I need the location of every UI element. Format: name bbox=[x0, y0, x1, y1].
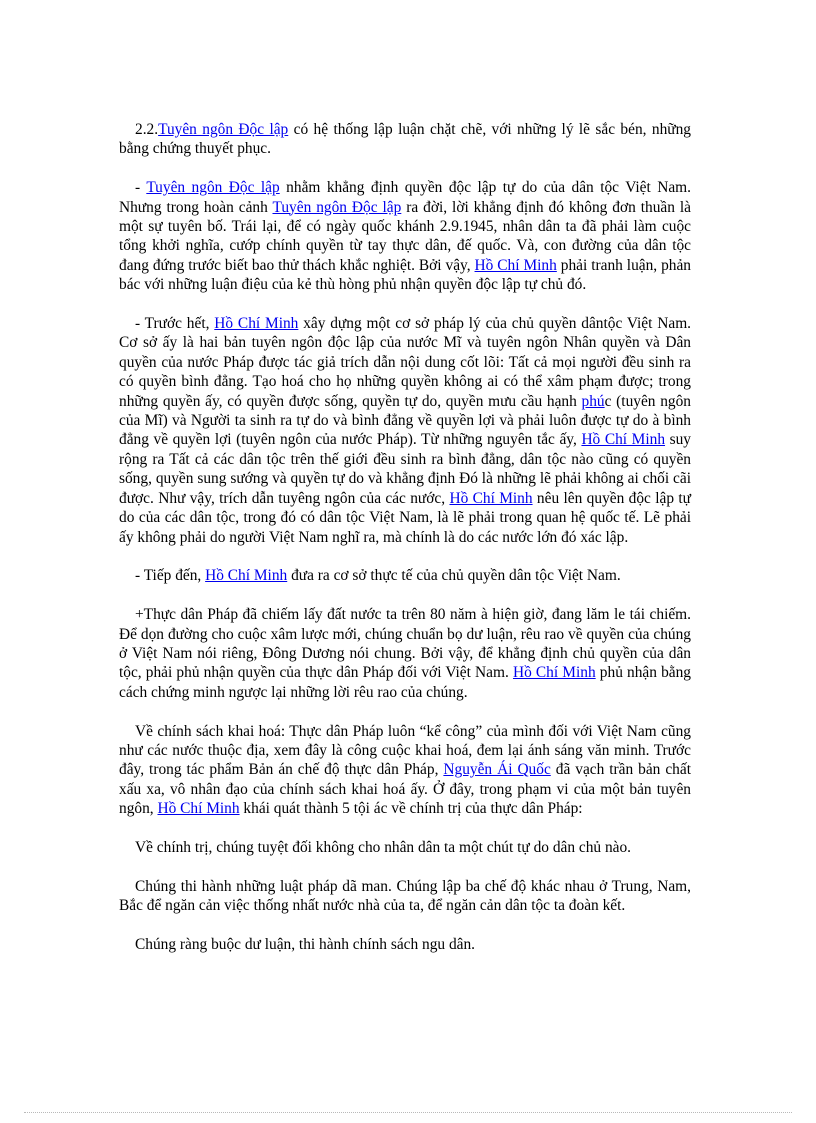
page-bottom-divider bbox=[24, 1112, 792, 1113]
paragraph-text: Về chính trị, chúng tuyệt đối không cho nhân dân ta một chút tự do dân chủ nào. bbox=[135, 838, 632, 856]
paragraph bbox=[119, 935, 691, 954]
paragraph-text: c (tuyên ngôn của Mĩ) và Người ta sinh ra tự do và bình đẳng về quyền lợi và phải luôn được tự do à bình đẳng về quyền lợi (tuyên ngôn của nước Pháp). Từ những nguyên tắc ấy, bbox=[119, 392, 691, 449]
paragraph-text: Chúng ràng buộc dư luận, thi hành chính sách ngu dân. bbox=[135, 935, 476, 953]
paragraph bbox=[119, 178, 691, 294]
hyperlink[interactable]: Hồ Chí Minh bbox=[157, 800, 240, 818]
paragraph-text: phải tranh luận, phản bác với những luận điệu của kẻ thù hòng phủ nhận quyền độc lập tự chủ đó. bbox=[119, 256, 691, 294]
hyperlink[interactable]: Hồ Chí Minh bbox=[214, 315, 299, 333]
hyperlink[interactable]: Nguyễn Ái Quốc bbox=[443, 761, 551, 779]
paragraph bbox=[119, 605, 691, 702]
hyperlink[interactable]: Hồ Chí Minh bbox=[512, 664, 596, 682]
paragraph-text: phủ nhận bằng cách chứng minh ngược lại những lời rêu rao của chúng. bbox=[119, 664, 692, 701]
paragraph-text: Về chính sách khai hoá: Thực dân Pháp luôn “kể công” của mình đối với Việt Nam cũng như các nước thuộc địa, xem đây là công cuộc khai hoá, đem lại ánh sáng văn minh. Trước đây, trong tác phẩm Bản án chế độ thực dân Pháp, bbox=[119, 722, 691, 779]
paragraph-text: đưa ra cơ sở thực tế của chủ quyền dân tộc Việt Nam. bbox=[287, 567, 621, 585]
paragraph-text: xây dựng một cơ sở pháp lý của chủ quyền dântộc Việt Nam. Cơ sở ấy là hai bản tuyên ngôn độc lập của nước Mĩ và tuyên ngôn Nhân quyền và Dân quyền của nước Pháp được tác giả trích dẫn nội dung cốt lõi: Tất cả mọi người đều sinh ra có quyền bình đẳng. Tạo hoá cho họ những quyền không ai có thể xâm phạm được; trong những quyền ấy, có quyền được sống, quyền tự do, quyền mưu cầu hạnh bbox=[119, 315, 692, 410]
hyperlink[interactable]: phú bbox=[581, 392, 605, 410]
paragraph-text: - Trước hết, bbox=[135, 315, 215, 333]
paragraph bbox=[119, 722, 691, 819]
paragraph-text: 2.2. bbox=[135, 121, 159, 138]
paragraph-text: có hệ thống lập luận chặt chẽ, với những lý lẽ sắc bén, những bằng chứng thuyết phục. bbox=[119, 121, 691, 158]
paragraph-text: ra đời, lời khẳng định đó không đơn thuần là một sự tuyên bố. Trái lại, để có ngày quốc khánh 2.9.1945, nhân dân ta đã phải làm cuộc tổng khởi nghĩa, cướp chính quyền từ tay thực dân, đế quốc. Và, con đường của dân tộc đang đứng trước biết bao thử thách khắc nghiệt. Bởi vậy, bbox=[119, 198, 691, 274]
hyperlink[interactable]: Tuyên ngôn Độc lập bbox=[158, 121, 289, 138]
paragraph-text: đã vạch trần bản chất xấu xa, vô nhân đạo của chính sách khai hoá ấy. Ở đây, trong phạm vi của một bản tuyên ngôn, bbox=[119, 761, 691, 818]
paragraph-text: Chúng thi hành những luật pháp dã man. Chúng lập ba chế độ khác nhau ở Trung, Nam, Bắc để ngăn cản việc thống nhất nước nhà của ta, để ngăn cản dân tộc ta đoàn kết. bbox=[119, 877, 691, 915]
paragraph-text: nhằm khẳng định quyền độc lập tự do của dân tộc Việt Nam. Nhưng trong hoàn cảnh bbox=[119, 179, 691, 216]
hyperlink[interactable]: Tuyên ngôn Độc lập bbox=[272, 198, 402, 216]
hyperlink[interactable]: Hồ Chí Minh bbox=[205, 567, 288, 585]
paragraph bbox=[119, 120, 691, 159]
document-body bbox=[119, 120, 691, 974]
hyperlink[interactable]: Hồ Chí Minh bbox=[581, 431, 666, 449]
paragraph bbox=[119, 838, 691, 857]
paragraph-text: - Tiếp đến, bbox=[135, 567, 206, 585]
hyperlink[interactable]: Tuyên ngôn Độc lập bbox=[146, 179, 280, 197]
paragraph bbox=[119, 314, 691, 547]
paragraph-text: +Thực dân Pháp đã chiếm lấy đất nước ta trên 80 năm à hiện giờ, đang lăm le tái chiếm. Để dọn đường cho cuộc xâm lược mới, chúng chuẩn bọ dư luận, rêu rao về quyền của chúng ở Việt Nam nói riêng, Đông Dương nói chung. Bởi vậy, để khẳng định chủ quyền của dân tộc, phải phủ nhận quyền của thực dân Pháp đối với Việt Nam. bbox=[119, 606, 691, 682]
paragraph bbox=[119, 877, 691, 916]
hyperlink[interactable]: Hồ Chí Minh bbox=[449, 489, 533, 507]
paragraph-text: khái quát thành 5 tội ác về chính trị của thực dân Pháp: bbox=[239, 800, 583, 818]
paragraph-text: nêu lên quyền độc lập tự do của các dân tộc, trong đó có dân tộc Việt Nam, là lẽ phải trong quan hệ quốc tế. Lẽ phải ấy không phải do người Việt Nam nghĩ ra, mà chính là do các nước lớn đó xác lập. bbox=[119, 489, 691, 546]
hyperlink[interactable]: Hồ Chí Minh bbox=[474, 256, 557, 274]
paragraph-text: - bbox=[135, 179, 147, 197]
paragraph bbox=[119, 566, 691, 585]
paragraph-text: suy rộng ra Tất cả các dân tộc trên thế giới đều sinh ra bình đẳng, dân tộc nào cũng có quyền sống, quyền sung sướng và quyền tự do và khẳng định Đó là những lẽ phải không ai chối cãi được. Như vậy, trích dẫn tuyêng ngôn của các nước, bbox=[119, 431, 692, 507]
